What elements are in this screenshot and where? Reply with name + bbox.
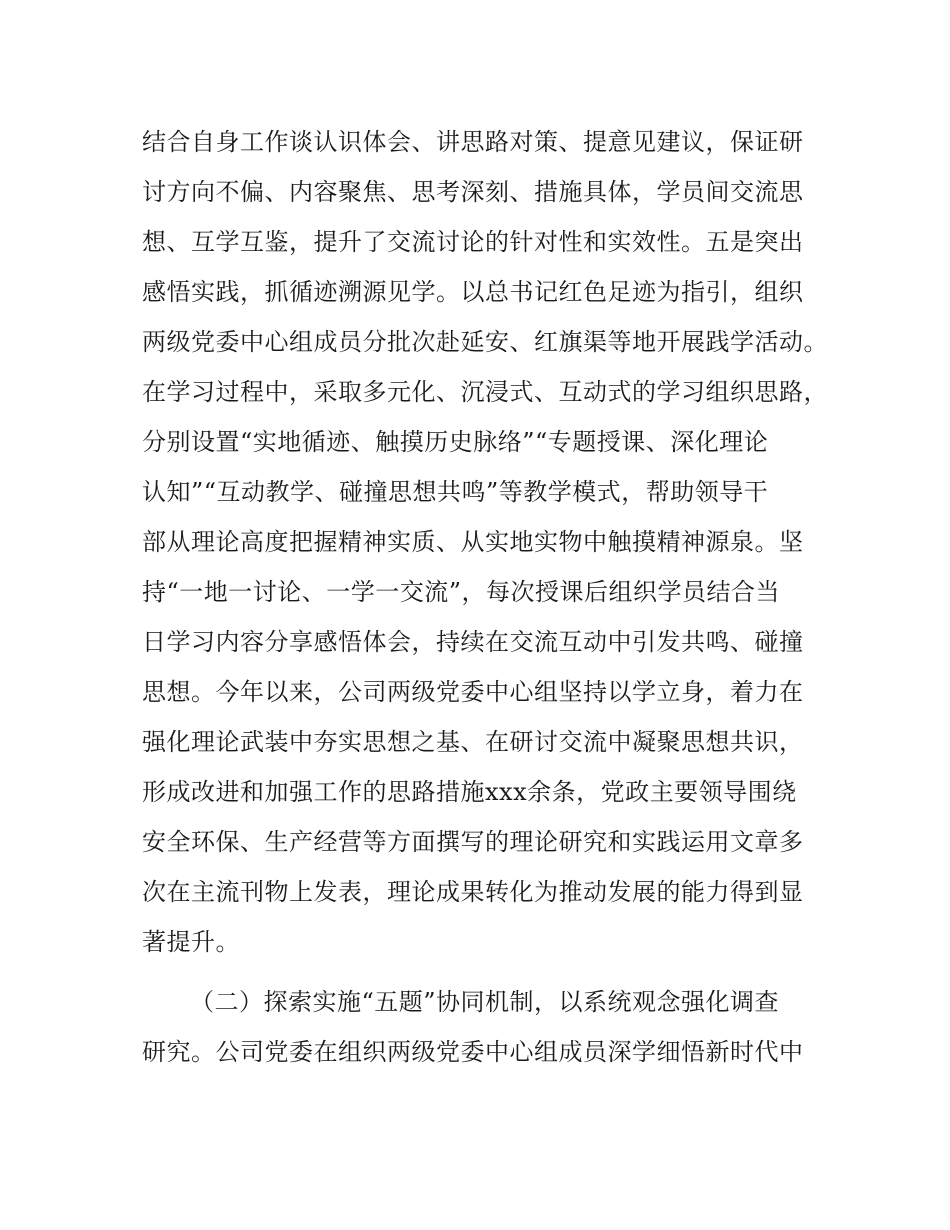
text-line: 安全环保、生产经营等方面撰写的理论研究和实践运用文章多 [142,828,804,856]
text-line: 在学习过程中，采取多元化、沉浸式、互动式的学习组织思路， [142,378,828,406]
text-line: 次在主流刊物上发表，理论成果转化为推动发展的能力得到显 [142,878,804,906]
text-line: 两级党委中心组成员分批次赴延安、红旗渠等地开展践学活动。 [142,328,828,356]
text-line: 分别设置“实地循迹、触摸历史脉络”“专题授课、深化理论 [142,428,769,456]
text-line: 思想。今年以来，公司两级党委中心组坚持以学立身，着力在 [142,678,804,706]
text-line: 著提升。 [142,928,240,956]
text-line: 想、互学互鉴，提升了交流讨论的针对性和实效性。五是突出 [142,228,804,256]
text-line: 讨方向不偏、内容聚焦、思考深刻、措施具体，学员间交流思 [142,178,804,206]
text-line: 感悟实践，抓循迹溯源见学。以总书记红色足迹为指引，组织 [142,278,804,306]
text-line: 认知”“互动教学、碰撞思想共鸣”等教学模式，帮助领导干 [142,478,769,506]
text-line: 部从理论高度把握精神实质、从实地实物中触摸精神源泉。坚 [142,528,804,556]
text-line: 持“一地一讨论、一学一交流”，每次授课后组织学员结合当 [142,578,781,606]
section-heading-line: （二）探索实施“五题”协同机制，以系统观念强化调查 [190,988,780,1016]
text-line: 强化理论武装中夯实思想之基、在研讨交流中凝聚思想共识， [142,728,804,756]
text-line: 形成改进和加强工作的思路措施xxx余条，党政主要领导围绕 [142,778,797,806]
text-line: 结合自身工作谈认识体会、讲思路对策、提意见建议，保证研 [142,128,804,156]
text-line: 研究。公司党委在组织两级党委中心组成员深学细悟新时代中 [142,1038,804,1066]
text-line: 日学习内容分享感悟体会，持续在交流互动中引发共鸣、碰撞 [142,628,804,656]
